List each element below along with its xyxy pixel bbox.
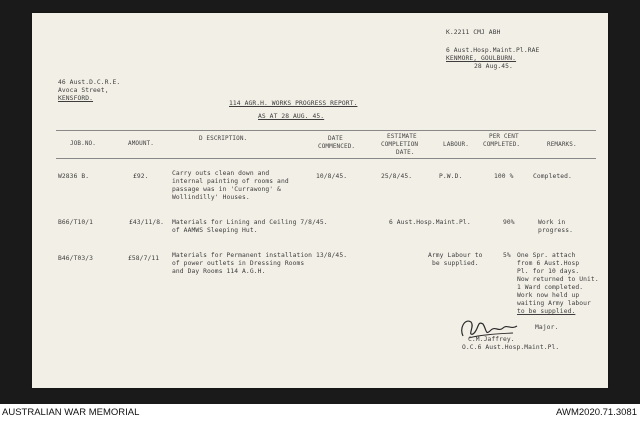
header-bottom-rule [56,158,596,159]
col-header-completion: COMPLETION [381,141,419,148]
row-1-desc-3: passage was in 'Currawong' & [172,186,281,193]
col-header-commenced: COMMENCED. [318,143,356,150]
ref-place: KENMORE, GOULBURN. [446,55,517,62]
row-3-desc-3: and Day Rooms 114 A.G.H. [172,268,266,275]
col-header-per-cent: PER CENT [489,133,519,140]
col-header-completed: COMPLETED. [483,141,521,148]
col-header-description: D ESCRIPTION. [199,135,248,142]
row-2-amount: £43/11/8. [129,219,165,226]
row-1-desc-1: Carry outs clean down and [172,170,270,177]
ref-date: 28 Aug.45. [474,63,513,70]
signature-name: C.M.Jaffrey. [468,336,515,343]
col-header-date: DATE [328,135,343,142]
addressee-line-3: KENSFORD. [58,95,94,102]
row-2-desc-2: of AAMWS Sleeping Hut. [172,227,258,234]
row-3-remarks-8: to be supplied. [517,308,576,315]
row-3-desc-1: Materials for Permanent installation 13/8/45. [172,252,348,259]
row-3-per-cent: 5% [503,252,511,259]
footer-credit: AUSTRALIAN WAR MEMORIAL [2,407,140,418]
col-header-estimate: ESTIMATE [387,133,417,140]
row-1-desc-4: Wollindilly' Houses. [172,194,250,201]
row-1-job-no: W2836 B. [58,173,90,180]
row-2-per-cent: 90% [503,219,515,226]
signature-rank: Major. [535,324,559,331]
row-3-amount: £58/7/11 [128,255,160,262]
footer-accession-number: AWM2020.71.3081 [556,407,637,418]
row-3-remarks-2: from 6 Aust.Hosp [517,260,580,267]
addressee-line-2: Avoca Street, [58,87,109,94]
row-1-completion-date: 25/8/45. [381,173,413,180]
header-top-rule [56,130,596,131]
report-subtitle: AS AT 28 AUG. 45. [258,113,325,120]
row-1-date-commenced: 10/8/45. [316,173,348,180]
col-header-job-no: JOB.NO. [70,140,96,147]
row-2-job-no: B66/T10/1 [58,219,94,226]
row-2-labour: 6 Aust.Hosp.Maint.Pl. [389,219,471,226]
row-1-amount: £92. [133,173,149,180]
row-2-remarks-2: progress. [538,227,574,234]
row-2-remarks-1: Work in [538,219,566,226]
col-header-labour: LABOUR. [443,141,469,148]
ref-unit: 6 Aust.Hosp.Maint.Pl.RAE [446,47,540,54]
col-header-completion-date: DATE. [396,149,415,156]
signature-unit: O.C.6 Aust.Hosp.Maint.Pl. [462,344,560,351]
row-1-desc-2: internal painting of rooms and [172,178,289,185]
row-3-labour-2: be supplied. [432,260,479,267]
row-1-remarks: Completed. [533,173,572,180]
row-2-desc-1: Materials for Lining and Ceiling 7/8/45. [172,219,328,226]
row-3-remarks-4: Now returned to Unit. [517,276,599,283]
ref-number: K.2211 CMJ ABH [446,29,501,36]
col-header-amount: AMOUNT. [128,140,154,147]
report-title: 114 AGR.H. WORKS PROGRESS REPORT. [229,100,358,107]
row-3-labour-1: Army Labour to [428,252,483,259]
row-3-remarks-3: Pl. for 10 days. [517,268,580,275]
row-3-remarks-7: waiting Army labour [517,300,591,307]
row-1-per-cent: 100 % [494,173,514,180]
row-3-remarks-5: 1 Ward completed. [517,284,584,291]
row-1-labour: P.W.D. [439,173,463,180]
col-header-remarks: REMARKS. [547,141,577,148]
row-3-remarks-1: One Spr. attach [517,252,576,259]
row-3-remarks-6: Work now held up [517,292,580,299]
addressee-line-1: 46 Aust.D.C.R.E. [58,79,121,86]
row-3-desc-2: of power outlets in Dressing Rooms [172,260,305,267]
row-3-job-no: B46/T03/3 [58,255,94,262]
